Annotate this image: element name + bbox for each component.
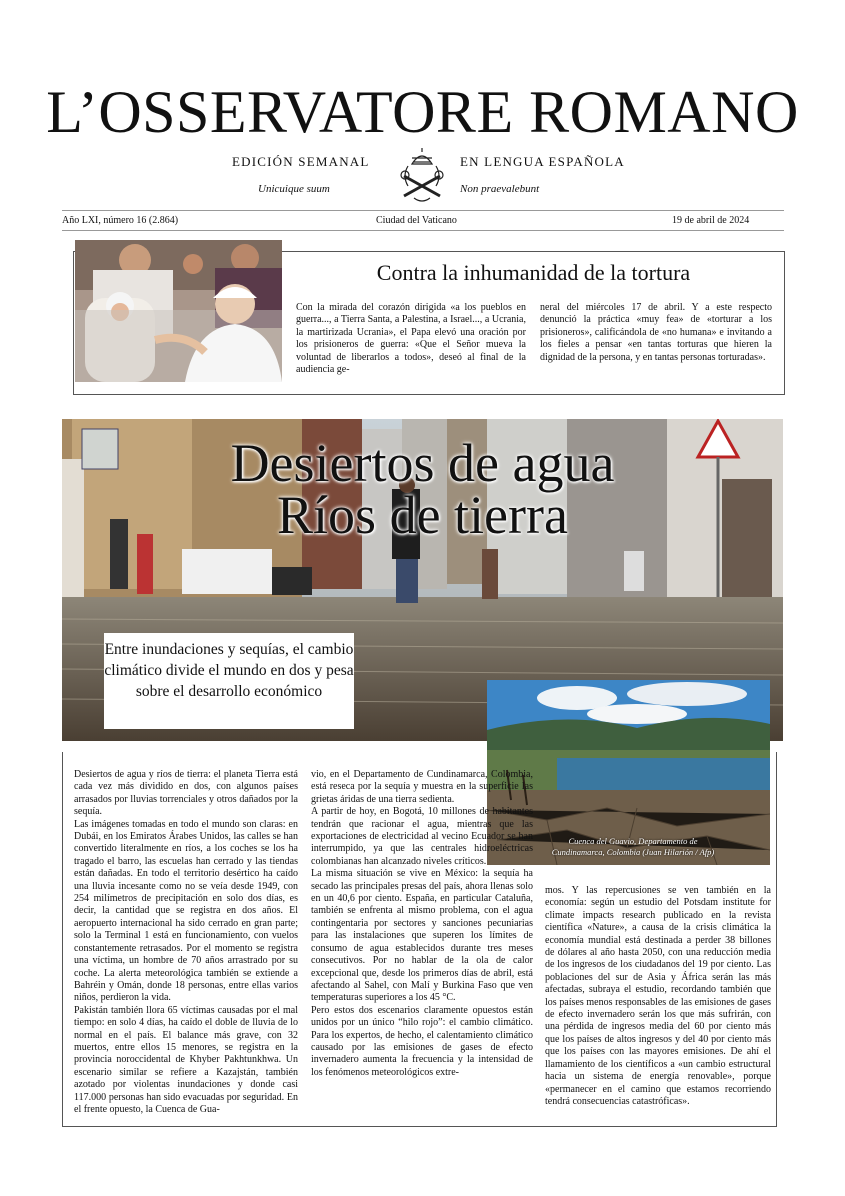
article-column-3 (545, 885, 771, 1108)
paragraph: A partir de hoy, en Bogotá, 10 millones de habitantes tendrán que racionar el agua, mientras que las exportaciones de electricidad al vecino Ecuador se han interrumpido, ya que las centrales hidroeléctricas colombianas han alcanzado niveles críticos. (311, 806, 533, 867)
paragraph: mos. Y las repercusiones se ven también en la economía: según un estudio del Potsdam institute for climate impacts research publicado en la revista científica «Nature», a causa de la crisis climática la economía mundial está destinada a perder 38 billones de dólares al año hasta 2050, con una reducción media de los ingresos de los ciudadanos del 19 por ciento. Las poblaciones del sur de Asia y África serán las más afectadas, subraya el estudio, recordando también que los países menos responsables de las emisiones de gases de efecto invernadero serán los que más sufrirán, con una pérdida de ingresos media del 60 por ciento más que los países de altos ingresos y del 40 por ciento más que los países con las mayores emisiones. De ahí el llamamiento de los científicos a «un cambio estructural hacia un sistema de energía renovable», porque «permanecer en el camino que estamos recorriendo tendrá consecuencias catastróficas». (545, 885, 771, 1107)
main-headline (62, 433, 783, 545)
top-story-column-1: Con la mirada del corazón dirigida «a los pueblos en guerra..., a Tierra Santa, a Palestina, a Israel..., a Ucrania, la martirizada Ucrania», el Papa elevó una oración por los prisioneros de guerra: «Que el Señor mueva la voluntad de liberarlos a todos», deseó al final de la audiencia ge- (296, 302, 526, 376)
paragraph: Desiertos de agua y ríos de tierra: el planeta Tierra está cada vez más dividido en dos, con algunos países arrasados por lluvias torrenciales y otros dañados por la sequía. (74, 769, 298, 818)
pope-with-baby-photo (75, 240, 282, 382)
main-deck: Entre inundaciones y sequías, el cambio climático divide el mundo en dos y pesa sobre el desarrollo económico (104, 641, 354, 700)
edition-label-left: EDICIÓN SEMANAL (232, 154, 370, 169)
papal-crest-icon (394, 146, 450, 206)
paragraph: Pakistán también llora 65 víctimas causadas por el mal tiempo: en solo 4 días, ha caído el doble de lluvia de lo normal en el país. El balance más grave, con 32 muertos, entre ellos 15 menores, se registra en la provincia noroccidental de Khyber Pakhtunkhwa. Un escenario similar se refiere a Kazajstán, también azotado por violentas inundaciones y donde casi 117.000 personas han sido evacuadas por seguridad. En el frente opuesto, la Cuenca de Gua- (74, 1004, 298, 1115)
motto-right: Non praevalebunt (460, 183, 540, 195)
issue-volume: Año LXI, número 16 (2.864) (62, 215, 179, 226)
newspaper-title: L’OSSERVATORE ROMANO (46, 79, 799, 145)
top-story-column-2: neral del miércoles 17 de abril. Y a este respecto denunció la práctica «muy fea» de «torturar a los prisioneros», calificándola de «no humana» e invitando a los fieles a pensar «en tantas torturas que hieren la dignidad de la persona, y en tantas personas torturadas». (540, 302, 772, 363)
main-headline-line-2: Ríos de tierra (277, 485, 568, 545)
paragraph: Las imágenes tomadas en todo el mundo son claras: en Dubái, en los Emiratos Árabes Unidos, las calles se han convertido literalmente en ríos, a los coches se los ha tragado el barro, las escuelas han cerrado y las tiendas están dañadas. En todo el territorio desértico ha caído una lluvia incesante como no se veía desde 1949, con 254 milímetros de precipitación en solo dos días, es decir, la cantidad que se registra en dos años. El aeropuerto internacional ha sido cerrado en gran parte; solo la Terminal 1 está en funcionamiento, con vuelos constantemente retrasados. Por el momento se registra una víctima, un hombre de 70 años arrastrado por su coche. La alerta meteorológica también se extiende a Bahréin y Omán, donde 18 personas, entre ellas varios niños, perdieron la vida. (74, 818, 298, 1004)
top-story-headline: Contra la inhumanidad de la tortura (376, 260, 691, 285)
issue-date: 19 de abril de 2024 (672, 215, 750, 226)
masthead-rule-top (62, 210, 784, 211)
article-column-1 (74, 769, 298, 1116)
motto-left: Unicuique suum (258, 183, 330, 195)
paragraph: Pero estos dos escenarios claramente opuestos están unidos por un único “hilo rojo”: el cambio climático. Para los expertos, de hecho, el calentamiento climático causado por las emisiones de gases de efecto invernadero aumenta la frecuencia y la intensidad de los fenómenos meteorológicos extre- (311, 1004, 533, 1078)
edition-label-right: EN LENGUA ESPAÑOLA (460, 154, 625, 169)
issue-place: Ciudad del Vaticano (376, 215, 457, 226)
article-column-2 (311, 769, 533, 1079)
main-headline-line-1: Desiertos de agua (230, 433, 615, 493)
paragraph: La misma situación se vive en México: la sequía ha secado las principales presas del país, ahora llenas solo en un 40,6 por ciento. España, en particular Cataluña, también se enfrenta al mismo problema, con el agua contingentaria por sectores y sanciones pecuniarias para las instalaciones que superen los límites de consumo de agua establecidos durante tres meses consecutivos. Por no hablar de la ola de calor excepcional que, desde los primeros días de abril, está afectando al Sahel, con Malí y Burkina Faso que ven temperaturas superiores a los 45 °C. (311, 868, 533, 1004)
paragraph: vio, en el Departamento de Cundinamarca, Colombia, está reseca por la sequía y muestra en la superficie las grietas áridas de una tierra sedienta. (311, 769, 533, 805)
masthead-rule-bottom (62, 230, 784, 231)
photo-caption: Cuenca del Guavio, Departamento de Cundinamarca, Colombia (Juan Hilarión / Afp) (551, 836, 715, 857)
